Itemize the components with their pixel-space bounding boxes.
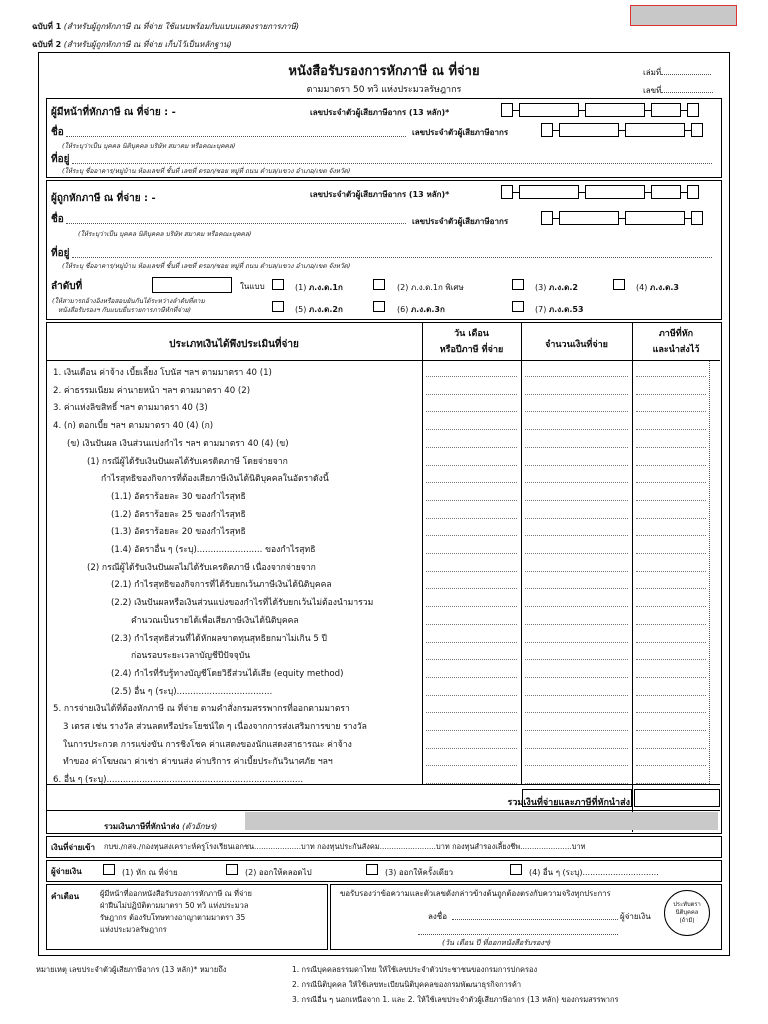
income-row-tax-field[interactable]: [636, 677, 706, 678]
doc-no-field[interactable]: [661, 92, 713, 93]
seq-input[interactable]: [152, 277, 232, 293]
income-row-date-field[interactable]: [426, 659, 517, 660]
book-no: [643, 66, 723, 79]
income-row-tax-field[interactable]: [636, 447, 706, 448]
company-stamp-circle: ประทับตรา นิติบุคคล (ถ้ามี): [664, 890, 710, 936]
payee-address-field[interactable]: [72, 257, 712, 258]
income-row-tax-field[interactable]: [636, 765, 706, 766]
income-row-label: 1. เงินเดือน ค่าจ้าง เบี้ยเลี้ยง โบนัส ฯลฯ ตามมาตรา 40 (1): [53, 368, 272, 378]
copy2-label: ฉบับที่ 2: [32, 40, 62, 49]
form-checkbox-7[interactable]: [512, 301, 524, 312]
income-row-tax-field[interactable]: [636, 500, 706, 501]
payer-type-checkbox-3[interactable]: [366, 864, 378, 875]
income-row-date-field[interactable]: [426, 518, 517, 519]
payer-address-label: ที่อยู่: [51, 154, 70, 165]
sign-label: ลงชื่อ: [428, 912, 448, 921]
form-option-3: (3) ภ.ง.ด.2: [535, 283, 578, 292]
income-row-date-field[interactable]: [426, 500, 517, 501]
income-row-tax-field[interactable]: [636, 571, 706, 572]
income-row-tax-field[interactable]: [636, 482, 706, 483]
income-row-date-field[interactable]: [426, 748, 517, 749]
income-row-date-field[interactable]: [426, 712, 517, 713]
payee-name-hint: (ให้ระบุว่าเป็น บุคคล นิติบุคคล บริษัท สมาคม หรือคณะบุคคล): [78, 230, 252, 238]
form-checkbox-1[interactable]: [272, 279, 284, 290]
copy2-text: (สำหรับผู้ถูกหักภาษี ณ ที่จ่าย เก็บไว้เป็นหลักฐาน): [63, 40, 232, 49]
payer-name-label: ชื่อ: [51, 127, 64, 138]
income-row-date-field[interactable]: [426, 553, 517, 554]
total-amount-field[interactable]: [522, 789, 632, 807]
form-option-7: (7) ภ.ง.ด.53: [535, 305, 584, 314]
income-row-label: (2.2) เงินปันผลหรือเงินส่วนแบ่งของกำไรที่ได้รับยกเว้นไม่ต้องนำมารวม: [111, 598, 374, 609]
payee-tax-id2-label: เลขประจำตัวผู้เสียภาษีอากร: [412, 217, 509, 226]
income-row-label: ทำของ ค่าโฆษณา ค่าเช่า ค่าขนส่ง ค่าบริการ ค่าเบี้ยประกันวินาศภัย ฯลฯ: [63, 757, 333, 768]
income-row-tax-field[interactable]: [636, 730, 706, 731]
footnote-2: 2. กรณีนิติบุคคล ให้ใช้เลขทะเบียนนิติบุคคลของกรมพัฒนาธุรกิจการค้า: [292, 980, 522, 989]
income-row-label: คำนวณเป็นรายได้เพื่อเสียภาษีเงินได้นิติบุคคล: [131, 615, 299, 626]
payer-tax-id2-boxes[interactable]: [541, 123, 703, 137]
payer-sign-label: ผู้จ่ายเงิน: [620, 912, 651, 921]
footnote-3: 3. กรณีอื่น ๆ นอกเหนือจาก 1. และ 2. ให้ใช้เลขประจำตัวผู้เสียภาษีอากร (13 หลัก) ของกรมสรรพากร: [292, 995, 619, 1004]
income-row-date-field[interactable]: [426, 642, 517, 643]
total-label: รวมเงินที่จ่ายและภาษีที่หักนำส่ง: [507, 798, 630, 808]
form-option-6: (6) ภ.ง.ด.3ก: [397, 305, 445, 314]
income-row-amount-field[interactable]: [525, 535, 628, 536]
income-row-tax-field[interactable]: [636, 518, 706, 519]
income-row-date-field[interactable]: [426, 588, 517, 589]
payer-tax-id-boxes[interactable]: [501, 103, 699, 117]
income-row-date-field[interactable]: [426, 376, 517, 377]
income-row-amount-field[interactable]: [525, 376, 628, 377]
income-row-date-field[interactable]: [426, 411, 517, 412]
income-row-label: (2.5) อื่น ๆ (ระบุ)...................................: [111, 686, 273, 697]
income-row-date-field[interactable]: [426, 394, 517, 395]
income-row-tax-field[interactable]: [636, 624, 706, 625]
payee-name-label: ชื่อ: [51, 214, 64, 225]
payer-heading: ผู้มีหน้าที่หักภาษี ณ ที่จ่าย : -: [51, 107, 176, 118]
book-no-field[interactable]: [661, 74, 711, 75]
income-row-amount-field[interactable]: [525, 712, 628, 713]
payer-type-label: ผู้จ่ายเงิน: [51, 867, 82, 876]
footnote-1: 1. กรณีบุคคลธรรมดาไทย ให้ใช้เลขประจำตัวประชาชนของกรมการปกครอง: [292, 965, 538, 974]
payer-type-checkbox-1[interactable]: [103, 864, 115, 875]
fund-text: กบข./กสจ./กองทุนสงเคราะห์ครูโรงเรียนเอกชน....................บาท กองทุนประกันสังคม........................บาท กองทุนสำรองเลี้ยงชีพ......................บาท: [104, 842, 586, 851]
payer-tax-id2-label: เลขประจำตัวผู้เสียภาษีอากร: [412, 128, 509, 137]
payer-type-option-2: (2) ออกให้ตลอดไป: [245, 868, 312, 877]
col-header-tax-2: และนำส่งไว้: [652, 345, 700, 355]
seq-hint-1: (ให้สามารถอ้างอิงหรือสอบยันกันได้ระหว่างลำดับที่ตาม: [52, 297, 205, 305]
total-words-label: รวมเงินภาษีที่หักนำส่ง (ตัวอักษร): [104, 822, 218, 831]
income-row-tax-field[interactable]: [636, 411, 706, 412]
income-row-tax-field[interactable]: [636, 642, 706, 643]
seq-hint-2: หนังสือรับรองฯ กับแบบยื่นรายการภาษีหักที่จ่าย): [58, 306, 191, 314]
income-row-amount-field[interactable]: [525, 642, 628, 643]
income-row-amount-field[interactable]: [525, 447, 628, 448]
doc-no-label: เลขที่: [643, 86, 662, 95]
col-header-income-type: ประเภทเงินได้พึงประเมินที่จ่าย: [169, 339, 299, 350]
income-row-amount-field[interactable]: [525, 571, 628, 572]
issue-date-field[interactable]: [418, 934, 618, 935]
col-header-date-1: วัน เดือน: [454, 329, 489, 339]
copy1-note: [32, 20, 299, 33]
income-row-amount-field[interactable]: [525, 659, 628, 660]
income-row-date-field[interactable]: [426, 765, 517, 766]
income-row-date-field[interactable]: [426, 447, 517, 448]
page-title: หนังสือรับรองการหักภาษี ณ ที่จ่าย: [288, 64, 480, 79]
col-header-date-2: หรือปีภาษี ที่จ่าย: [439, 345, 504, 355]
certify-text: ขอรับรองว่าข้อความและตัวเลขดังกล่าวข้างต้นถูกต้องตรงกับความจริงทุกประการ: [340, 889, 611, 898]
form-checkbox-3[interactable]: [512, 279, 524, 290]
income-row-tax-field[interactable]: [636, 748, 706, 749]
warning-text: ผู้มีหน้าที่ออกหนังสือรับรองการหักภาษี ณ ที่จ่าย ฝ่าฝืนไม่ปฏิบัติตามมาตรา 50 ทวิ แห่งประมวล รัษฎากร ต้องรับโทษทางอาญาตามมาตรา 35 แห่งประมวลรัษฎากร: [100, 889, 252, 934]
payee-tax-id2-boxes[interactable]: [541, 211, 703, 225]
income-row-label: (2.1) กำไรสุทธิของกิจการที่ได้รับยกเว้นภาษีเงินได้นิติบุคคล: [111, 580, 332, 591]
form-option-5: (5) ภ.ง.ด.2ก: [295, 305, 343, 314]
copy1-label: ฉบับที่ 1: [32, 22, 62, 31]
col-header-amount: จำนวนเงินที่จ่าย: [545, 340, 608, 350]
income-row-label: (2.4) กำไรที่รับรู้ทางบัญชีโดยวิธีส่วนได้เสีย (equity method): [111, 668, 344, 679]
income-row-amount-field[interactable]: [525, 553, 628, 554]
income-row-tax-field[interactable]: [636, 606, 706, 607]
income-row-date-field[interactable]: [426, 783, 517, 784]
date-hint: (วัน เดือน ปี ที่ออกหนังสือรับรองฯ): [442, 938, 552, 947]
payer-type-checkbox-4[interactable]: [510, 864, 522, 875]
income-row-label: ในการประกวด การแข่งขัน การชิงโชค ค่าแสดงของนักแสดงสาธารณะ ค่าจ้าง: [63, 739, 352, 750]
income-row-amount-field[interactable]: [525, 588, 628, 589]
payee-address-hint: (ให้ระบุ ชื่ออาคาร/หมู่บ้าน ห้องเลขที่ ชั้นที่ เลขที่ ตรอก/ซอย หมู่ที่ ถนน ตำบล/แขวง อำเภอ/เขต จังหวัด): [62, 262, 351, 270]
income-row-date-field[interactable]: [426, 482, 517, 483]
payer-type-option-3: (3) ออกให้ครั้งเดียว: [385, 868, 454, 877]
total-words-field[interactable]: [245, 812, 718, 830]
income-row-tax-field[interactable]: [636, 659, 706, 660]
income-row-label: 3 เตรส เช่น รางวัล ส่วนลดหรือประโยชน์ใด ๆ เนื่องจากการส่งเสริมการขาย รางวัล: [63, 722, 367, 732]
income-row-tax-field[interactable]: [636, 553, 706, 554]
total-tax-field[interactable]: [634, 789, 720, 807]
income-row-label: (2.3) กำไรสุทธิส่วนที่ได้หักผลขาดทุนสุทธิยกมาไม่เกิน 5 ปี: [111, 633, 328, 644]
income-row-date-field[interactable]: [426, 429, 517, 430]
income-row-date-field[interactable]: [426, 535, 517, 536]
income-row-date-field[interactable]: [426, 465, 517, 466]
seq-in-form: ในแบบ: [240, 282, 265, 291]
form-option-2: (2) ภ.ง.ด.1ก พิเศษ: [397, 283, 464, 292]
income-row-label: (2) กรณีผู้ได้รับเงินปันผลไม่ได้รับเครดิตภาษี เนื่องจากจ่ายจาก: [87, 562, 316, 573]
income-row-date-field[interactable]: [426, 730, 517, 731]
payer-type-checkbox-2[interactable]: [226, 864, 238, 875]
form-option-1: (1) ภ.ง.ด.1ก: [295, 283, 343, 292]
payee-name-field[interactable]: [66, 223, 406, 224]
form-option-4: (4) ภ.ง.ด.3: [636, 283, 679, 292]
payer-tax-id-label: เลขประจำตัวผู้เสียภาษีอากร (13 หลัก)*: [310, 108, 450, 117]
copy1-text: (สำหรับผู้ถูกหักภาษี ณ ที่จ่าย ใช้แนบพร้อมกับแบบแสดงรายการภาษี): [63, 22, 299, 31]
income-row-label: ก่อนรอบระยะเวลาบัญชีปีปัจจุบัน: [131, 651, 251, 662]
form-checkbox-6[interactable]: [373, 301, 385, 312]
income-row-tax-field[interactable]: [636, 695, 706, 696]
income-row-amount-field[interactable]: [525, 606, 628, 607]
income-row-date-field[interactable]: [426, 677, 517, 678]
warning-label: คำเตือน: [51, 892, 80, 901]
income-row-amount-field[interactable]: [525, 411, 628, 412]
income-row-amount-field[interactable]: [525, 429, 628, 430]
footnote-label: หมายเหตุ เลขประจำตัวผู้เสียภาษีอากร (13 หลัก)* หมายถึง: [36, 965, 227, 974]
income-row-label: กำไรสุทธิของกิจการที่ต้องเสียภาษีเงินได้นิติบุคคลในอัตราดังนี้: [101, 474, 329, 485]
payee-tax-id-boxes[interactable]: [501, 185, 699, 199]
payer-name-field[interactable]: [66, 136, 406, 137]
form-checkbox-4[interactable]: [613, 279, 625, 290]
income-row-label: (1.1) อัตราร้อยละ 30 ของกำไรสุทธิ: [111, 491, 246, 502]
income-row-amount-field[interactable]: [525, 624, 628, 625]
income-row-label: (1.2) อัตราร้อยละ 25 ของกำไรสุทธิ: [111, 509, 246, 520]
payee-address-label: ที่อยู่: [51, 248, 70, 259]
income-row-amount-field[interactable]: [525, 783, 628, 784]
income-row-amount-field[interactable]: [525, 748, 628, 749]
payer-name-hint: (ให้ระบุว่าเป็น บุคคล นิติบุคคล บริษัท สมาคม หรือคณะบุคคล): [62, 142, 236, 150]
income-row-amount-field[interactable]: [525, 500, 628, 501]
form-checkbox-5[interactable]: [272, 301, 284, 312]
income-row-tax-field[interactable]: [636, 535, 706, 536]
income-row-amount-field[interactable]: [525, 765, 628, 766]
income-row-date-field[interactable]: [426, 624, 517, 625]
income-row-label: (1) กรณีผู้ได้รับเงินปันผลได้รับเครดิตภาษี โดยจ่ายจาก: [87, 456, 288, 467]
income-row-amount-field[interactable]: [525, 394, 628, 395]
income-row-date-field[interactable]: [426, 606, 517, 607]
income-row-amount-field[interactable]: [525, 730, 628, 731]
header-red-box: [630, 5, 737, 26]
form-checkbox-2[interactable]: [373, 279, 385, 290]
income-row-label: (ข) เงินปันผล เงินส่วนแบ่งกำไร ฯลฯ ตามมาตรา 40 (4) (ข): [67, 438, 289, 449]
income-row-amount-field[interactable]: [525, 482, 628, 483]
book-no-label: เล่มที่: [643, 68, 662, 77]
payee-heading: ผู้ถูกหักภาษี ณ ที่จ่าย : -: [51, 193, 156, 204]
income-row-label: (1.4) อัตราอื่น ๆ (ระบุ)........................ ของกำไรสุทธิ: [111, 545, 316, 555]
income-row-tax-field[interactable]: [636, 394, 706, 395]
fund-label: เงินที่จ่ายเข้า: [51, 843, 95, 852]
income-row-label: 2. ค่าธรรมเนียม ค่านายหน้า ฯลฯ ตามมาตรา 40 (2): [53, 385, 251, 396]
income-row-amount-field[interactable]: [525, 465, 628, 466]
payer-address-hint: (ให้ระบุ ชื่ออาคาร/หมู่บ้าน ห้องเลขที่ ชั้นที่ เลขที่ ตรอก/ซอย หมู่ที่ ถนน ตำบล/แขวง อำเภอ/เขต จังหวัด): [62, 167, 351, 175]
income-row-amount-field[interactable]: [525, 695, 628, 696]
income-row-amount-field[interactable]: [525, 518, 628, 519]
income-row-tax-field[interactable]: [636, 429, 706, 430]
income-row-tax-field[interactable]: [636, 588, 706, 589]
doc-no: [643, 84, 723, 97]
income-row-tax-field[interactable]: [636, 783, 706, 784]
income-row-label: 4. (ก) ดอกเบี้ย ฯลฯ ตามมาตรา 40 (4) (ก): [53, 421, 214, 432]
income-row-label: 6. อื่น ๆ (ระบุ)........................................................................: [53, 775, 304, 786]
income-row-date-field[interactable]: [426, 571, 517, 572]
income-row-label: 5. การจ่ายเงินได้ที่ต้องหักภาษี ณ ที่จ่าย ตามคำสั่งกรมสรรพากรที่ออกตามมาตรา: [53, 704, 350, 715]
payer-address-field[interactable]: [72, 163, 712, 164]
income-row-tax-field[interactable]: [636, 712, 706, 713]
income-row-label: 3. ค่าแห่งลิขสิทธิ์ ฯลฯ ตามมาตรา 40 (3): [53, 403, 208, 414]
copy2-note: [32, 38, 232, 51]
signature-field[interactable]: [452, 919, 618, 920]
income-row-label: (1.3) อัตราร้อยละ 20 ของกำไรสุทธิ: [111, 527, 246, 538]
payee-tax-id-label: เลขประจำตัวผู้เสียภาษีอากร (13 หลัก)*: [310, 190, 450, 199]
page-subtitle: ตามมาตรา 50 ทวิ แห่งประมวลรัษฎากร: [306, 85, 462, 95]
income-row-date-field[interactable]: [426, 695, 517, 696]
income-row-amount-field[interactable]: [525, 677, 628, 678]
income-row-tax-field[interactable]: [636, 465, 706, 466]
col-header-tax-1: ภาษีที่หัก: [658, 329, 694, 339]
payer-type-option-1: (1) หัก ณ ที่จ่าย: [122, 868, 178, 877]
seq-label: ลำดับที่: [51, 281, 83, 292]
income-row-tax-field[interactable]: [636, 376, 706, 377]
payer-type-option-4: (4) อื่น ๆ (ระบุ)..............................: [529, 868, 659, 877]
